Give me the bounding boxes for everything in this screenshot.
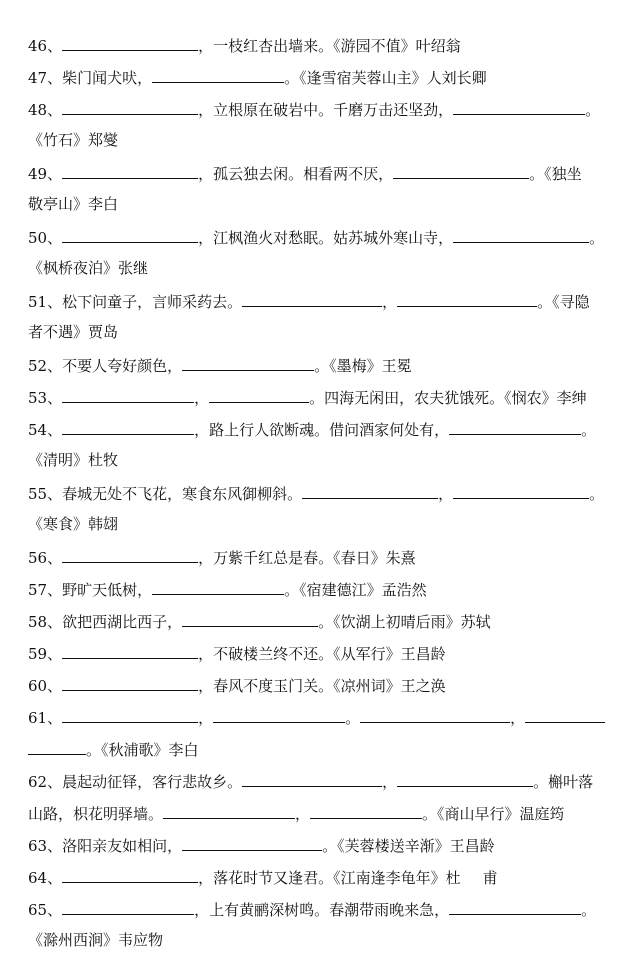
item-57: 57、野旷天低树， 。《宿建德江》孟浩然 bbox=[28, 578, 626, 600]
blank[interactable] bbox=[209, 386, 309, 403]
item-65: 65、 ，上有黄鹂深树鸣。春潮带雨晚来急， 。 bbox=[28, 898, 626, 920]
item-54-source: 《清明》杜牧 bbox=[28, 451, 119, 469]
blank[interactable] bbox=[28, 738, 86, 755]
item-50-source: 《枫桥夜泊》张继 bbox=[28, 259, 149, 277]
item-56: 56、 ，万紫千红总是春。《春日》朱熹 bbox=[28, 546, 626, 568]
blank[interactable] bbox=[213, 706, 345, 723]
blank[interactable] bbox=[525, 706, 605, 723]
blank[interactable] bbox=[453, 226, 589, 243]
item-64: 64、 ，落花时节又逢君。《江南逢李龟年》杜 甫 bbox=[28, 866, 626, 888]
item-53: 53、 ， 。四海无闲田，农夫犹饿死。《悯农》李绅 bbox=[28, 386, 626, 408]
blank[interactable] bbox=[449, 898, 581, 915]
blank[interactable] bbox=[242, 290, 382, 307]
item-47: 47、柴门闻犬吠， 。《逢雪宿芙蓉山主》人刘长卿 bbox=[28, 66, 626, 88]
blank[interactable] bbox=[62, 706, 198, 723]
item-62-cont: 山路，枳花明驿墙。 ， 。《商山早行》温庭筠 bbox=[28, 802, 626, 824]
item-55: 55、春城无处不飞花，寒食东风御柳斜。 ， 。 bbox=[28, 482, 626, 504]
blank[interactable] bbox=[449, 418, 581, 435]
item-49: 49、 ，孤云独去闲。相看两不厌， 。《独坐 bbox=[28, 162, 626, 184]
item-50: 50、 ，江枫渔火对愁眠。姑苏城外寒山寺， 。 bbox=[28, 226, 626, 248]
item-52: 52、不要人夸好颜色， 。《墨梅》王冕 bbox=[28, 354, 626, 376]
blank[interactable] bbox=[62, 866, 198, 883]
item-51: 51、松下问童子，言师采药去。 ， 。《寻隐 bbox=[28, 290, 626, 312]
blank[interactable] bbox=[182, 834, 322, 851]
blank[interactable] bbox=[62, 898, 194, 915]
blank[interactable] bbox=[62, 162, 198, 179]
blank[interactable] bbox=[62, 674, 198, 691]
blank[interactable] bbox=[62, 546, 198, 563]
item-54: 54、 ，路上行人欲断魂。借问酒家何处有， 。 bbox=[28, 418, 626, 440]
blank[interactable] bbox=[62, 418, 194, 435]
blank[interactable] bbox=[62, 34, 198, 51]
item-63: 63、洛阳亲友如相问， 。《芙蓉楼送辛渐》王昌龄 bbox=[28, 834, 626, 856]
item-48-source: 《竹石》郑燮 bbox=[28, 131, 119, 149]
blank[interactable] bbox=[182, 354, 314, 371]
blank[interactable] bbox=[453, 482, 589, 499]
item-62: 62、晨起动征铎，客行悲故乡。 ， 。槲叶落 bbox=[28, 770, 626, 792]
blank[interactable] bbox=[62, 226, 198, 243]
blank[interactable] bbox=[62, 98, 198, 115]
item-46: 46、 ，一枝红杏出墙来。《游园不值》叶绍翁 bbox=[28, 34, 626, 56]
blank[interactable] bbox=[393, 162, 529, 179]
blank[interactable] bbox=[163, 802, 295, 819]
item-51-source: 者不遇》贾岛 bbox=[28, 323, 119, 341]
blank[interactable] bbox=[397, 290, 537, 307]
blank[interactable] bbox=[302, 482, 438, 499]
item-65-source: 《滁州西涧》韦应物 bbox=[28, 931, 164, 949]
item-60: 60、 ，春风不度玉门关。《凉州词》王之涣 bbox=[28, 674, 626, 696]
item-59: 59、 ，不破楼兰终不还。《从军行》王昌龄 bbox=[28, 642, 626, 664]
item-58: 58、欲把西湖比西子， 。《饮湖上初晴后雨》苏轼 bbox=[28, 610, 626, 632]
blank[interactable] bbox=[360, 706, 510, 723]
blank[interactable] bbox=[152, 66, 284, 83]
item-61-source: 。《秋浦歌》李白 bbox=[28, 738, 626, 760]
item-48: 48、 ，立根原在破岩中。千磨万击还坚劲， 。 bbox=[28, 98, 626, 120]
blank[interactable] bbox=[310, 802, 422, 819]
blank[interactable] bbox=[182, 610, 318, 627]
blank[interactable] bbox=[152, 578, 284, 595]
blank[interactable] bbox=[62, 386, 194, 403]
blank[interactable] bbox=[397, 770, 533, 787]
item-55-source: 《寒食》韩翃 bbox=[28, 515, 119, 533]
blank[interactable] bbox=[62, 642, 198, 659]
item-49-source: 敬亭山》李白 bbox=[28, 195, 119, 213]
blank[interactable] bbox=[453, 98, 585, 115]
item-61: 61、 ， 。 ， bbox=[28, 706, 626, 728]
blank[interactable] bbox=[242, 770, 382, 787]
